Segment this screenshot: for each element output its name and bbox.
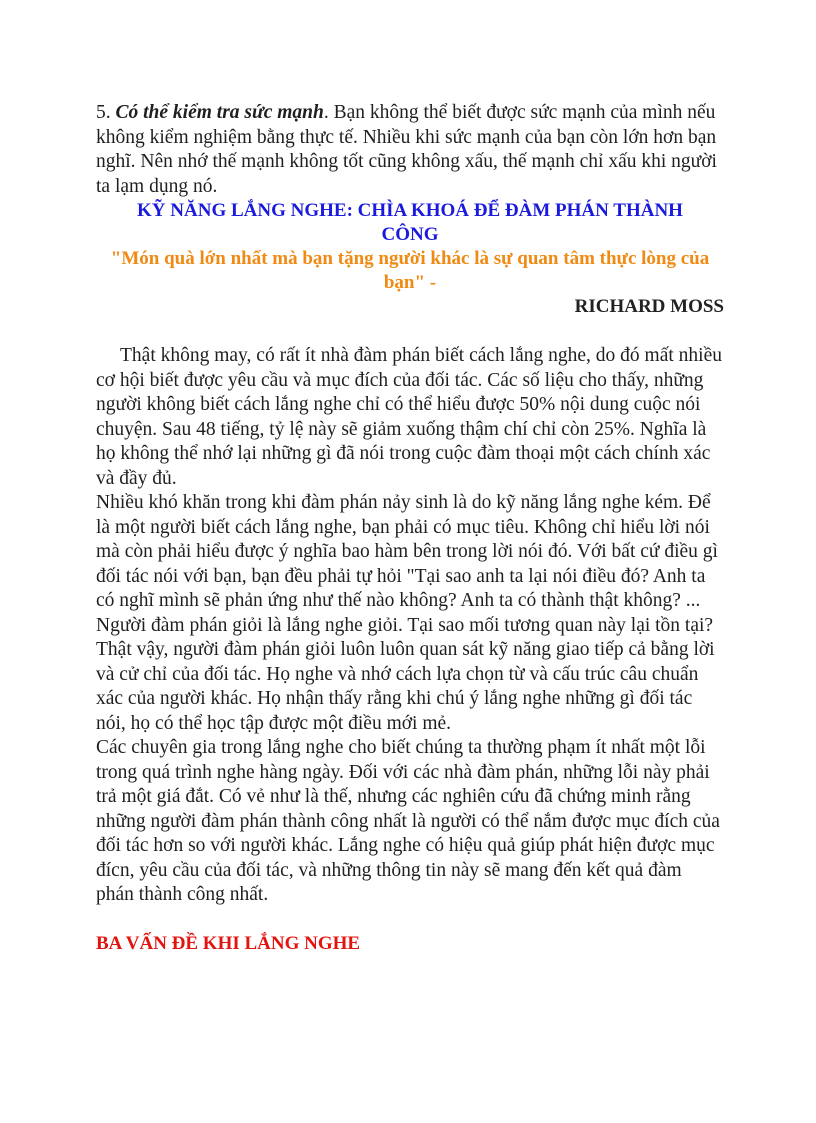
section-heading: BA VẤN ĐỀ KHI LẮNG NGHE xyxy=(96,932,361,954)
body-paragraph-3: Người đàm phán giỏi là lắng nghe giỏi. Tại sao mối tương quan này lại tồn tại? Thật vậy, người đàm phán giỏi luôn luôn quan sát kỹ năng giao tiếp cả bằng lời và cử chỉ của đối tác. Họ nghe và nhớ cách lựa chọn từ và cấu trúc câu chuẩn xác của người khác. Họ nhận thấy rằng khi chú ý lắng nghe những gì đối tác nói, họ có thể học tập được một điều mới mẻ. xyxy=(96,614,715,734)
item-number: 5. xyxy=(96,102,111,123)
lead-paragraph xyxy=(96,101,724,199)
lead-heading: Có thể kiểm tra sức mạnh xyxy=(115,102,324,123)
quote-author: RICHARD MOSS xyxy=(574,296,724,317)
epigraph-quote: "Món quà lớn nhất mà bạn tặng người khác là sự quan tâm thực lòng của bạn" - xyxy=(110,248,710,293)
lead-text: . Bạn không thể biết được sức mạnh của mình nếu không kiểm nghiệm bằng thực tế. Nhiều khi sức mạnh của bạn còn lớn hơn bạn nghĩ. Nên nhớ thế mạnh không tốt cũng không xấu, thế mạnh chỉ xấu khi người ta lạm dụng nó. xyxy=(96,102,717,197)
body-paragraph-1: Thật không may, có rất ít nhà đàm phán biết cách lắng nghe, do đó mất nhiều cơ hội biết được yêu cầu và mục đích của đối tác. Các số liệu cho thấy, những người không biết cách lắng nghe chỉ có thể hiểu được 50% nội dung cuộc nói chuyện. Sau 48 tiếng, tỷ lệ này sẽ giảm xuống thậm chí chỉ còn 25%. Nghĩa là họ không thể nhớ lại những gì đã nói trong cuộc đàm thoại một cách chính xác và đầy đủ. xyxy=(96,345,722,489)
document-body xyxy=(96,101,724,956)
body-paragraph-2: Nhiều khó khăn trong khi đàm phán nảy sinh là do kỹ năng lắng nghe kém. Để là một người biết cách lắng nghe, bạn phải có mục tiêu. Không chỉ hiểu lời nói mà còn phải hiểu được ý nghĩa bao hàm bên trong lời nói đó. Với bất cứ điều gì đối tác nói với bạn, bạn đều phải tự hỏi "Tại sao anh ta lại nói điều đó? Anh ta có nghĩ mình sẽ phản ứng như thế nào không? Anh ta có thành thật không? ... xyxy=(96,492,718,611)
body-paragraph-4: Các chuyên gia trong lắng nghe cho biết chúng ta thường phạm ít nhất một lỗi trong quá trình nghe hàng ngày. Đối với các nhà đàm phán, những lỗi này phải trả một giá đắt. Có vẻ như là thế, nhưng các nghiên cứu đã chứng minh rằng những người đàm phán thành công nhất là người có thể nắm được mục đích của đối tác hơn so với người khác. Lắng nghe có hiệu quả giúp phát hiện được mục đícn, yêu cầu của đối tác, và những thông tin này sẽ mang đến kết quả đàm phán thành công nhất. xyxy=(96,737,720,905)
article-title: KỸ NĂNG LẮNG NGHE: CHÌA KHOÁ ĐỂ ĐÀM PHÁN THÀNH CÔNG xyxy=(137,200,683,245)
